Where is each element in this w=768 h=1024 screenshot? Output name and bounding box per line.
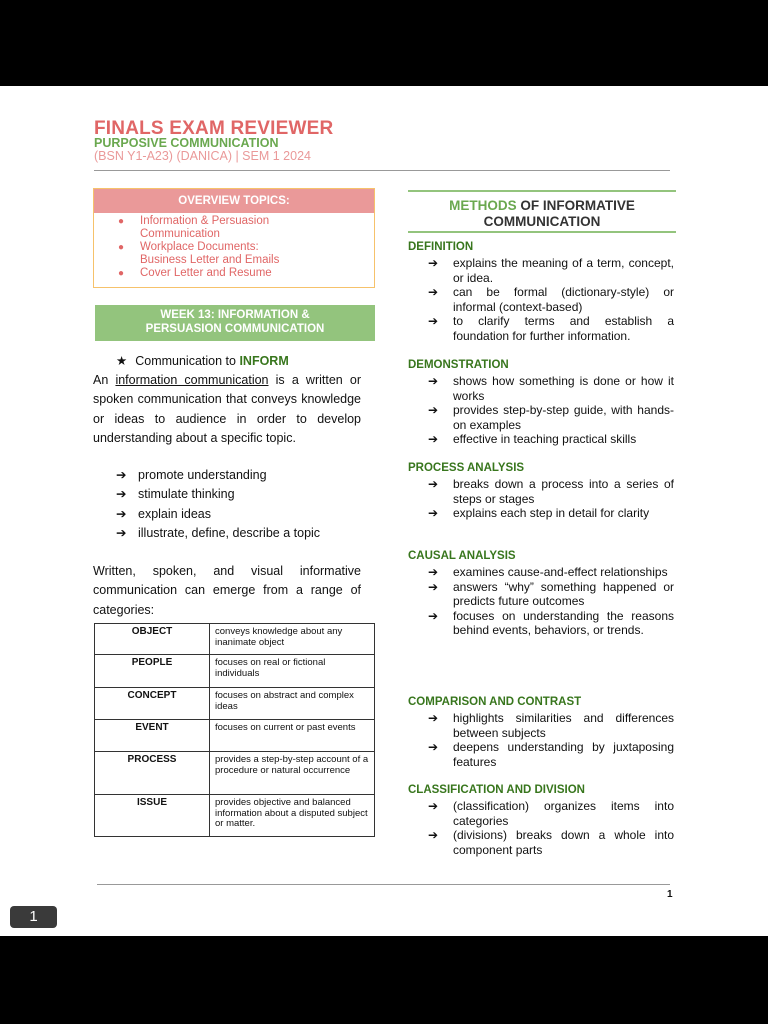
arrow-icon: ➔ [428, 403, 439, 418]
comparison-list [428, 711, 674, 769]
header-divider [94, 170, 670, 171]
categories-paragraph: Written, spoken, and visual informative communication can emerge from a range of categories: [93, 564, 361, 617]
arrow-icon: ➔ [428, 506, 439, 521]
arrow-icon: ➔ [428, 285, 439, 300]
arrow-icon: ➔ [116, 506, 127, 521]
section-info: (BSN Y1-A23) (DANICA) | SEM 1 2024 [94, 149, 311, 163]
list-item: ➔ explains each step in detail for clarity [428, 506, 650, 521]
list-item: ➔ breaks down a process into a series of steps or stages [428, 477, 674, 506]
section-title-classification: CLASSIFICATION AND DIVISION [408, 784, 585, 796]
list-item: ➔ explain ideas [116, 505, 320, 524]
arrow-icon: ➔ [428, 828, 439, 843]
purpose-list [116, 466, 320, 544]
bullet-icon: ● [118, 242, 125, 253]
list-item: ➔ examines cause-and-effect relationships [428, 565, 668, 579]
arrow-icon: ➔ [428, 256, 439, 270]
section-title-process-analysis: PROCESS ANALYSIS [408, 462, 525, 474]
document-page [0, 86, 768, 936]
section-title-comparison: COMPARISON AND CONTRAST [408, 696, 582, 708]
list-item: ➔ (classification) organizes items into categories [428, 799, 674, 828]
arrow-icon: ➔ [428, 314, 439, 329]
table-row: OBJECT conveys knowledge about any inanimate object [95, 624, 375, 655]
list-item: ➔ illustrate, define, describe a topic [116, 524, 320, 543]
arrow-icon: ➔ [428, 799, 439, 813]
list-item: ➔ effective in teaching practical skills [428, 432, 637, 447]
inform-keyword: INFORM [239, 354, 289, 368]
page-number: 1 [667, 889, 673, 900]
arrow-icon: ➔ [428, 740, 439, 755]
demonstration-list [428, 374, 674, 447]
arrow-icon: ➔ [428, 579, 439, 594]
arrow-icon: ➔ [116, 487, 127, 502]
list-item: ➔ answers “why” something happened or predicts future outcomes [428, 579, 674, 609]
table-row: EVENT focuses on current or past events [95, 720, 375, 752]
arrow-icon: ➔ [116, 526, 127, 541]
table-row: CONCEPT focuses on abstract and complex ideas [95, 688, 375, 720]
table-row: PEOPLE focuses on real or fictional individuals [95, 655, 375, 688]
arrow-icon: ➔ [428, 711, 439, 725]
arrow-icon: ➔ [428, 565, 439, 579]
subject-title: PURPOSIVE COMMUNICATION [94, 136, 279, 150]
list-item: ➔ highlights similarities and differences between subjects [428, 711, 674, 740]
bullet-icon: ● [118, 216, 125, 227]
bullet-icon: ● [118, 268, 125, 279]
list-item: ● Cover Letter and Resume [118, 267, 272, 279]
list-item: ➔ focuses on understanding the reasons behind events, behaviors, or trends. [428, 608, 674, 638]
list-item: ● Information & Persuasion Communication [118, 215, 270, 240]
footer-divider [97, 884, 670, 885]
page-indicator-badge[interactable]: 1 [10, 906, 57, 928]
arrow-icon: ➔ [428, 374, 439, 388]
categories-table [94, 623, 375, 837]
list-item: ➔ deepens understanding by juxtaposing features [428, 740, 674, 769]
list-item: ➔ provides step-by-step guide, with hands-on examples [428, 403, 674, 432]
inform-heading: ★ Communication to INFORM [116, 354, 289, 368]
process-analysis-list [428, 477, 674, 521]
overview-list [94, 215, 374, 280]
methods-top-rule [408, 190, 676, 192]
list-item: ● Workplace Documents: Business Letter and Emails [118, 241, 280, 266]
overview-box [93, 188, 375, 288]
section-title-demonstration: DEMONSTRATION [408, 359, 509, 371]
definition-paragraph: An information communication is a written or spoken communication that conveys knowledge or ideas to audience in order to develop understanding about a specific topic. [93, 373, 361, 446]
overview-heading: OVERVIEW TOPICS: [94, 189, 374, 213]
methods-bottom-rule [408, 231, 676, 233]
arrow-icon: ➔ [116, 468, 127, 482]
list-item: ➔ stimulate thinking [116, 485, 320, 504]
section-title-causal-analysis: CAUSAL ANALYSIS [408, 550, 516, 562]
section-title-definition: DEFINITION [408, 241, 474, 253]
week-heading: WEEK 13: INFORMATION & PERSUASION COMMUNICATION [95, 305, 375, 341]
arrow-icon: ➔ [428, 477, 439, 491]
list-item: ➔ (divisions) breaks down a whole into component parts [428, 828, 674, 857]
arrow-icon: ➔ [428, 432, 439, 447]
classification-list [428, 799, 674, 857]
table-row: PROCESS provides a step-by-step account of a procedure or natural occurrence [95, 752, 375, 795]
star-icon: ★ [116, 354, 128, 368]
list-item: ➔ can be formal (dictionary-style) or informal (context-based) [428, 285, 674, 314]
list-item: ➔ promote understanding [116, 466, 320, 485]
table-row: ISSUE provides objective and balanced information about a disputed subject or matter. [95, 795, 375, 837]
methods-heading: METHODS OF INFORMATIVE COMMUNICATION [449, 198, 635, 229]
arrow-icon: ➔ [428, 608, 439, 623]
list-item: ➔ explains the meaning of a term, concept, or idea. [428, 256, 674, 285]
underlined-term: information communication [115, 373, 269, 387]
document-title: FINALS EXAM REVIEWER [94, 118, 334, 139]
causal-analysis-list [428, 565, 674, 638]
definition-list [428, 256, 674, 344]
list-item: ➔ to clarify terms and establish a foundation for further information. [428, 314, 674, 343]
list-item: ➔ shows how something is done or how it works [428, 374, 674, 403]
